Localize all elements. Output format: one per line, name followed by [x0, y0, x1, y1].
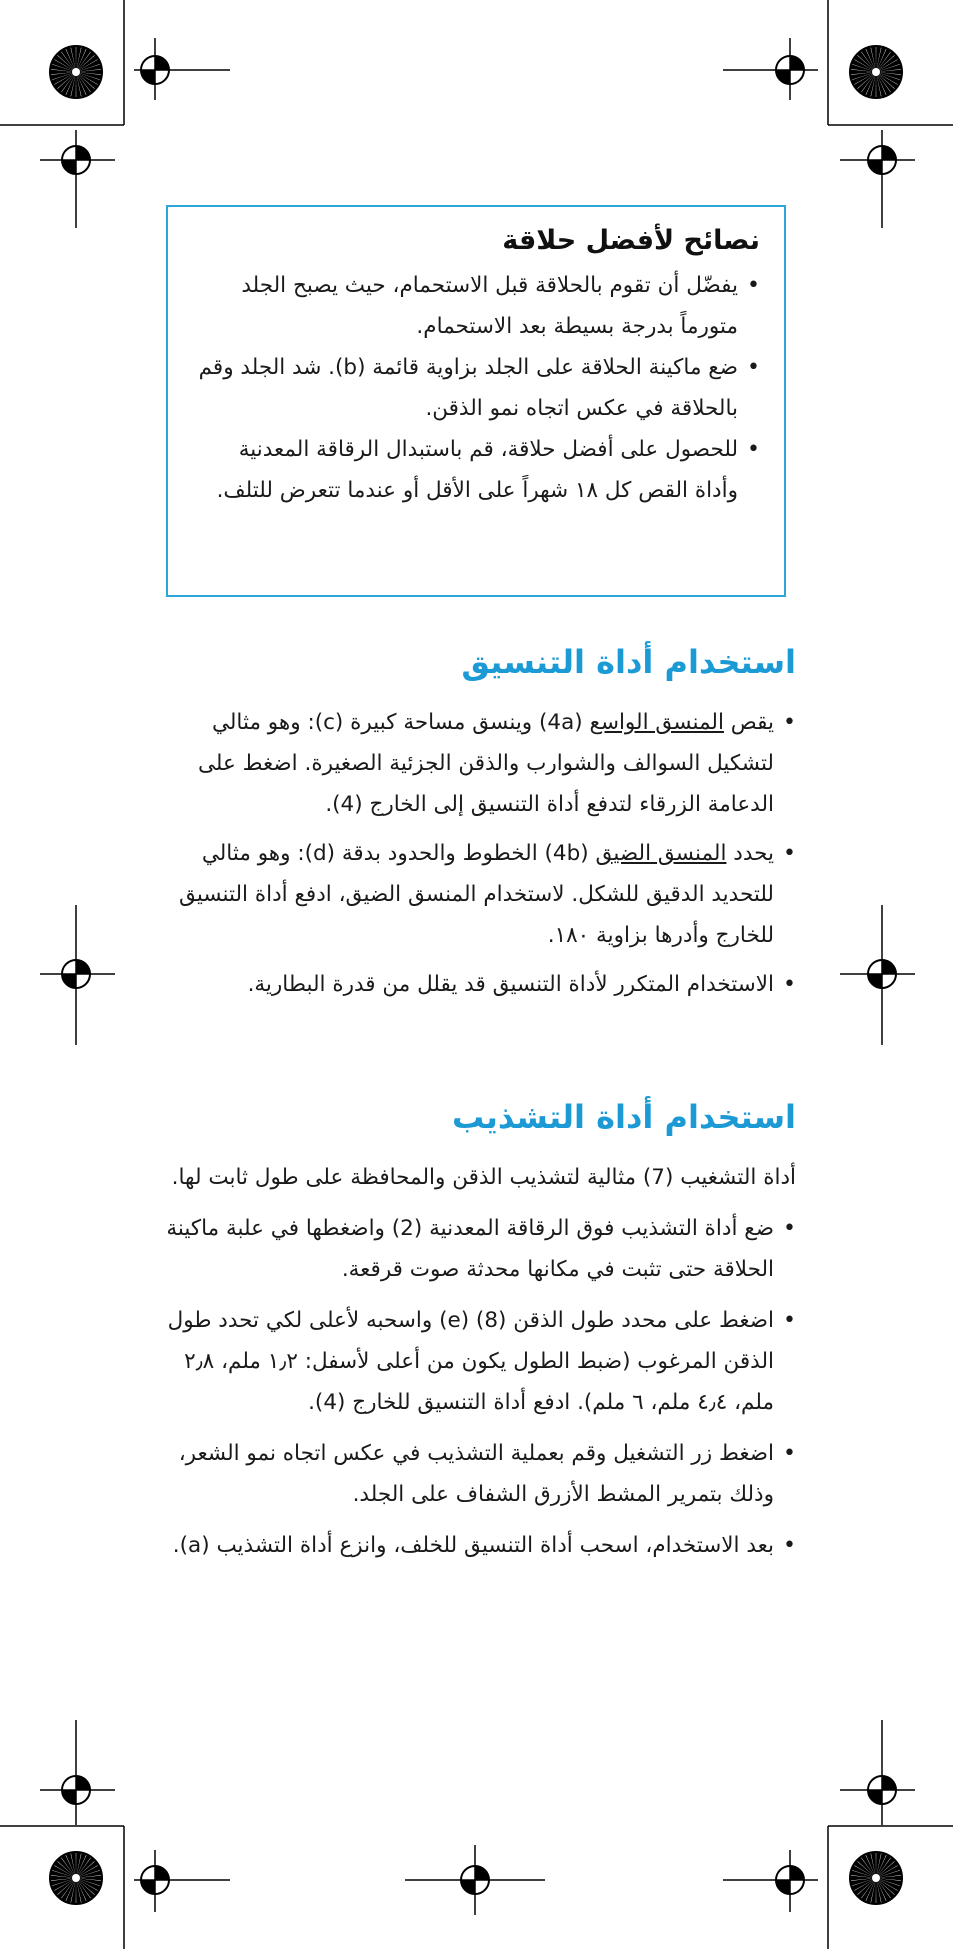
tips-title: نصائح لأفضل حلاقة: [502, 225, 760, 256]
trimmer-section: [160, 1095, 796, 1576]
narrow-styler-term: المنسق الضيق: [595, 841, 727, 866]
styling-section: [160, 640, 796, 1013]
trimmer-item-1: • ضع أداة التشذيب فوق الرقاقة المعدنية (2) واضغطها في علبة ماكينة الحلاقة حتى تثبت في مكانها محدثة صوت قرقعة.: [160, 1208, 796, 1290]
styling-item-narrow: [160, 833, 796, 956]
wide-styler-term: المنسق الواسع: [589, 710, 724, 735]
trimmer-intro: أداة التشغيب (7) مثالية لتشذيب الذقن والمحافظة على طول ثابت لها.: [171, 1165, 796, 1190]
trimmer-heading: استخدام أداة التشذيب: [452, 1098, 796, 1136]
tip-item-3: • للحصول على أفضل حلاقة، قم باستبدال الرقاقة المعدنية وأداة القص كل ١٨ شهراً على الأقل أو عندما تتعرض للتلف.: [196, 429, 760, 511]
trimmer-item-3: • اضغط زر التشغيل وقم بعملية التشذيب في عكس اتجاه نمو الشعر، وذلك بتمرير المشط الأزرق الشفاف على الجلد.: [160, 1433, 796, 1515]
tip-item-2: • ضع ماكينة الحلاقة على الجلد بزاوية قائمة (b). شد الجلد وقم بالحلاقة في عكس اتجاه نمو الذقن.: [196, 347, 760, 429]
trimmer-item-2: • اضغط على محدد طول الذقن (8) (e) واسحبه لأعلى لكي تحدد طول الذقن المرغوب (ضبط الطول يكون من أعلى لأسفل: ١٫٢ ملم، ٢٫٨ ملم، ٤٫٤ ملم، ٦ ملم). ادفع أداة التنسيق للخارج (4).: [160, 1300, 796, 1423]
styling-heading: استخدام أداة التنسيق: [461, 643, 796, 681]
styling-item-wide: [160, 702, 796, 825]
tips-list: [196, 265, 760, 511]
styling-item-battery: • الاستخدام المتكرر لأداة التنسيق قد يقلل من قدرة البطارية.: [160, 964, 796, 1005]
styling-item-narrow-prefix: يحدد: [726, 841, 774, 866]
trimmer-item-4: • بعد الاستخدام، اسحب أداة التنسيق للخلف، وانزع أداة التشذيب (a).: [160, 1525, 796, 1566]
styling-item-wide-suffix: (4a) وينسق مساحة كبيرة (c): وهو مثالي لتشكيل السوالف والشوارب والذقن الجزئية الصغيرة. اضغط على الدعامة الزرقاء لتدفع أداة التنسيق إلى الخارج (4).: [197, 710, 774, 817]
trimmer-list: [160, 1208, 796, 1566]
tips-box: [166, 205, 786, 597]
styling-list: [160, 702, 796, 1005]
styling-item-narrow-suffix: (4b) الخطوط والحدود بدقة (d): وهو مثالي للتحديد الدقيق للشكل. لاستخدام المنسق الضيق، ادفع أداة التنسيق للخارج وأدرها بزاوية ١٨٠.: [178, 841, 774, 948]
tip-item-1: • يفضّل أن تقوم بالحلاقة قبل الاستحمام، حيث يصبح الجلد متورماً بدرجة بسيطة بعد الاستحمام.: [196, 265, 760, 347]
styling-item-wide-prefix: يقص: [723, 710, 774, 735]
